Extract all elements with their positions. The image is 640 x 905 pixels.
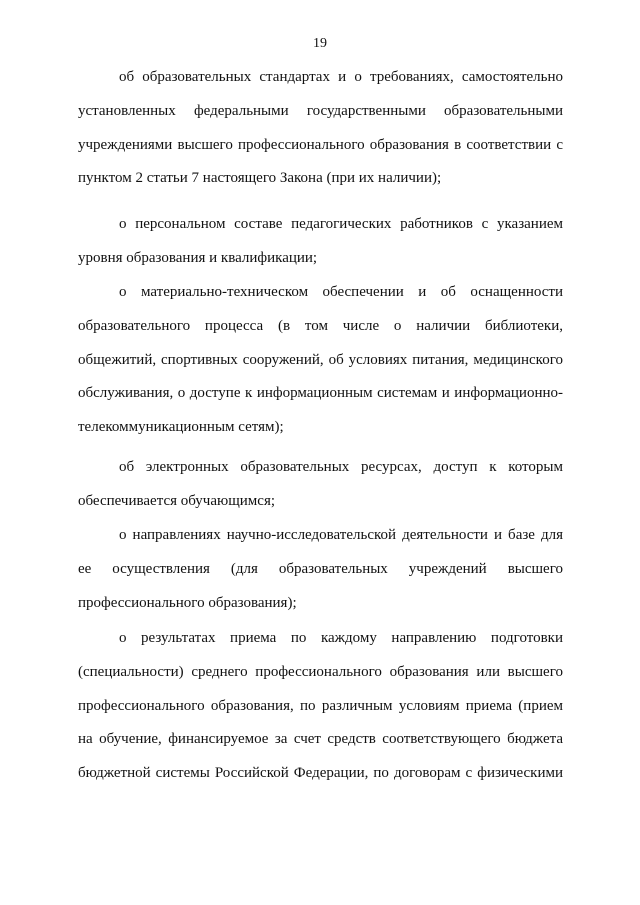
text-line: обслуживания, о доступе к информационным системам и информационно- (78, 385, 563, 402)
paragraph-material-support (78, 276, 563, 445)
page-number: 19 (313, 36, 327, 51)
text-line: на обучение, финансируемое за счет средств соответствующего бюджета (78, 731, 563, 748)
text-line: о результатах приема по каждому направлению подготовки (119, 630, 563, 646)
text-line: о направлениях научно-исследовательской деятельности и базе для (119, 527, 563, 543)
text-line: установленных федеральными государственными образовательными (78, 102, 563, 119)
text-line: о материально-техническом обеспечении и об оснащенности (119, 284, 563, 300)
paragraph-teaching-staff (78, 208, 563, 276)
paragraph-research-activity (78, 519, 563, 620)
paragraph-admission-results (78, 622, 563, 791)
text-line: пунктом 2 статьи 7 настоящего Закона (при их наличии); (78, 170, 442, 187)
text-line: учреждениями высшего профессионального образования в соответствии с (78, 136, 563, 153)
paragraph-electronic-resources (78, 451, 563, 519)
text-line: об образовательных стандартах и о требованиях, самостоятельно (119, 69, 563, 85)
text-line: профессионального образования, по различным условиям приема (прием (78, 697, 563, 714)
text-line: уровня образования и квалификации; (78, 249, 318, 266)
text-line: обеспечивается обучающимся; (78, 492, 276, 509)
text-line: ее осуществления (для образовательных учреждений высшего (78, 560, 563, 577)
text-line: об электронных образовательных ресурсах, доступ к которым (119, 459, 563, 475)
text-line: образовательного процесса (в том числе о наличии библиотеки, (78, 317, 563, 334)
text-line: общежитий, спортивных сооружений, об условиях питания, медицинского (78, 351, 563, 368)
paragraph-educational-standards (78, 61, 563, 196)
text-line: телекоммуникационным сетям); (78, 419, 284, 436)
text-line: (специальности) среднего профессионального образования или высшего (78, 663, 563, 680)
text-line: бюджетной системы Российской Федерации, по договорам с физическими (78, 765, 563, 782)
text-line: профессионального образования); (78, 594, 297, 611)
text-line: о персональном составе педагогических работников с указанием (119, 216, 563, 232)
